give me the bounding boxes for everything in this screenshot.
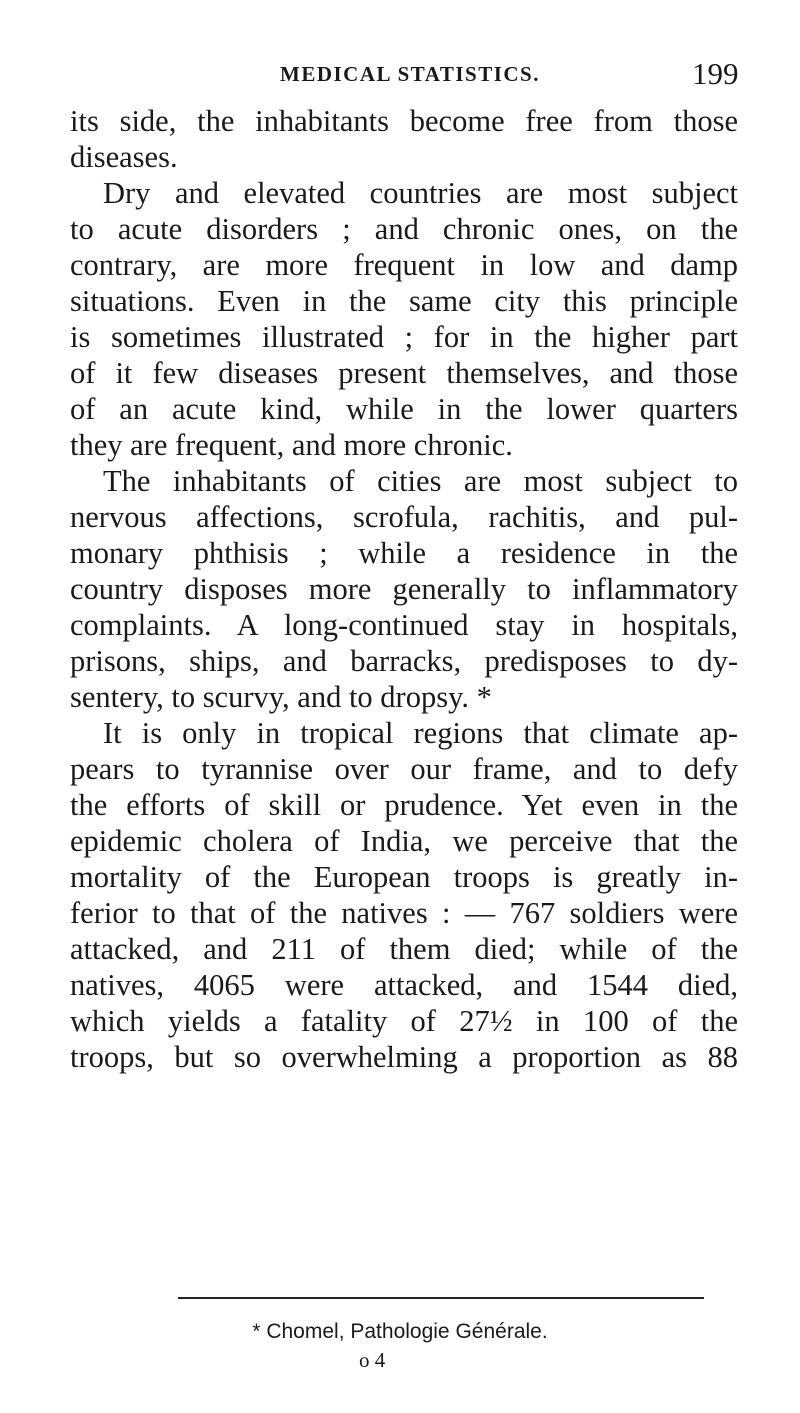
text-line: they are frequent, and more chronic.	[70, 428, 513, 462]
text-line: It is only in tropical regions that climate ap-	[103, 716, 738, 750]
text-line: epidemic cholera of India, we perceive that the	[70, 824, 738, 858]
text-line: troops, but so overwhelming a proportion as 88	[70, 1040, 738, 1074]
page-number: 199	[692, 56, 739, 91]
text-line: prisons, ships, and barracks, predisposes to dy-	[70, 644, 738, 678]
text-line: nervous affections, scrofula, rachitis, and pul-	[70, 500, 738, 534]
text-line: situations. Even in the same city this principle	[70, 284, 738, 318]
text-line: of an acute kind, while in the lower quarters	[70, 392, 738, 426]
text-line: country disposes more generally to inflammatory	[70, 572, 738, 606]
text-line: to acute disorders ; and chronic ones, on the	[70, 212, 738, 246]
text-line: complaints. A long-continued stay in hospitals,	[70, 608, 738, 642]
text-line: is sometimes illustrated ; for in the higher part	[70, 320, 738, 354]
signature-mark: o 4	[359, 1348, 386, 1372]
text-line: mortality of the European troops is greatly in-	[70, 860, 738, 894]
text-line: of it few diseases present themselves, and those	[70, 356, 738, 390]
text-line: its side, the inhabitants become free from those	[70, 104, 738, 138]
text-line: natives, 4065 were attacked, and 1544 died,	[70, 968, 738, 1002]
text-line: pears to tyrannise over our frame, and to defy	[70, 752, 738, 786]
text-line: Dry and elevated countries are most subject	[103, 176, 738, 210]
text-line: which yields a fatality of 27½ in 100 of the	[70, 1004, 738, 1038]
footnote: * Chomel, Pathologie Générale.	[252, 1320, 548, 1343]
text-line: contrary, are more frequent in low and damp	[70, 248, 738, 282]
text-line: sentery, to scurvy, and to dropsy. *	[70, 680, 492, 714]
running-head: MEDICAL STATISTICS.	[280, 62, 540, 86]
text-line: the efforts of skill or prudence. Yet even in the	[70, 788, 738, 822]
text-line: ferior to that of the natives : — 767 soldiers were	[70, 896, 738, 930]
footnote-divider	[178, 1297, 704, 1299]
text-line: The inhabitants of cities are most subject to	[103, 464, 738, 498]
text-line: attacked, and 211 of them died; while of the	[70, 932, 738, 966]
text-line: monary phthisis ; while a residence in the	[70, 536, 738, 570]
text-line: diseases.	[70, 140, 178, 174]
